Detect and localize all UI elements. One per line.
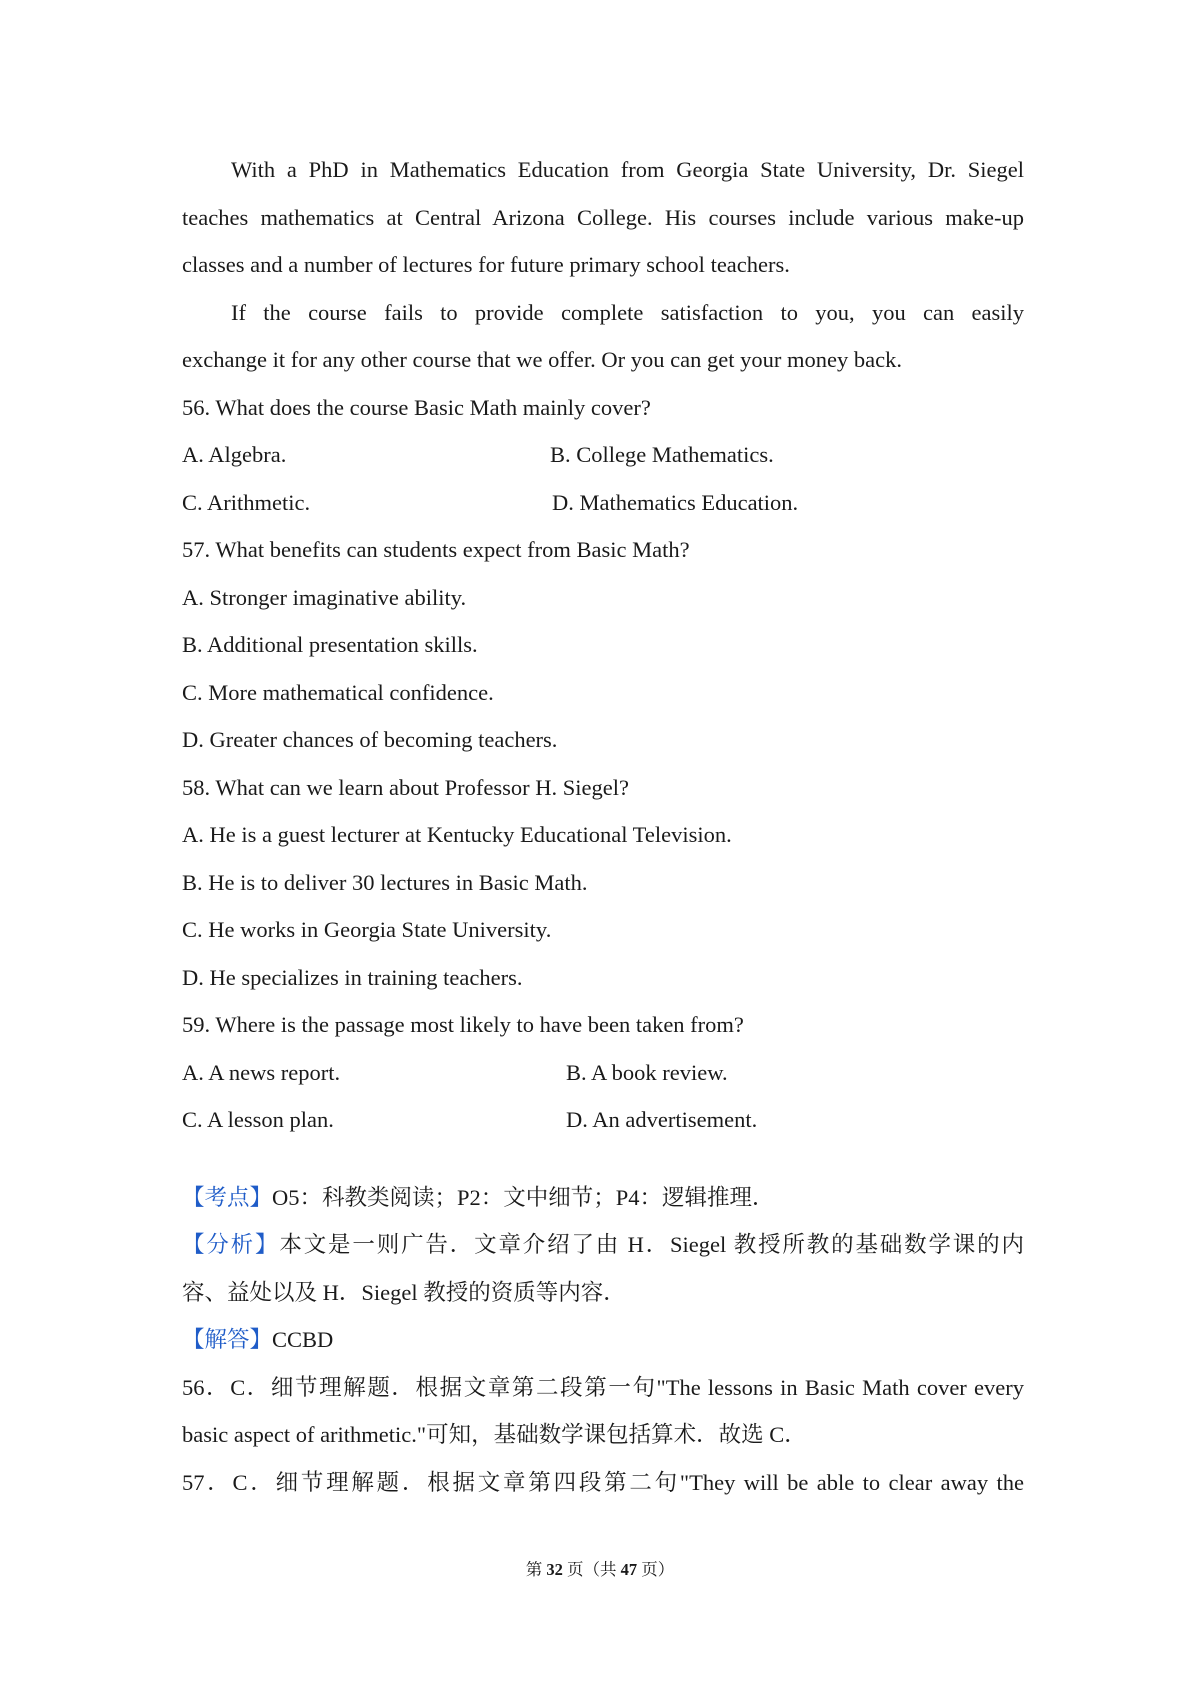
page-footer (0, 1556, 1200, 1580)
option-d: D. Greater chances of becoming teachers. (182, 727, 558, 752)
answer-56-line-2: basic aspect of arithmetic."可知，基础数学课包括算术．故选 C． (182, 1422, 807, 1447)
passage-line: If the course fails to provide complete satisfaction to you, you can easily (231, 299, 1024, 325)
answer-56-line: 56．C．细节理解题．根据文章第二段第一句"The lessons in Basic Math cover every (182, 1374, 1024, 1400)
option-row (182, 1100, 1024, 1148)
kaodian-line (182, 1178, 1024, 1226)
option-a: A. Algebra. (182, 442, 287, 467)
option-b: B. He is to deliver 30 lectures in Basic Math. (182, 869, 588, 895)
page-content (182, 150, 1024, 1510)
section-gap (182, 1148, 1024, 1178)
question-59 (182, 1005, 1024, 1148)
fenxi-line (182, 1225, 1024, 1273)
analysis-section (182, 1178, 1024, 1511)
footer-prefix: 第 (525, 1560, 547, 1579)
option-d: D. Mathematics Education. (552, 489, 799, 515)
answer-57-line: 57．C．细节理解题．根据文章第四段第二句"They will be able to clear away the (182, 1469, 1024, 1495)
jieda-line (182, 1320, 1024, 1368)
passage (182, 150, 1024, 388)
option-c: C. Arithmetic. (182, 489, 311, 515)
footer-mid: 页（共 (562, 1560, 621, 1579)
passage-line: With a PhD in Mathematics Education from Georgia State University, Dr. Siegel (231, 157, 1024, 182)
option-d: D. He specializes in training teachers. (182, 964, 523, 990)
option-b: B. Additional presentation skills. (182, 632, 478, 657)
option-b: B. College Mathematics. (550, 442, 774, 467)
footer-suffix: 页） (637, 1560, 675, 1579)
option-a: A. A news report. (182, 1059, 341, 1085)
question-stem: 56. What does the course Basic Math mainly cover? (182, 394, 651, 420)
option-d: D. An advertisement. (566, 1107, 758, 1132)
option-row (182, 435, 1024, 483)
option-a: A. He is a guest lecturer at Kentucky Educational Television. (182, 822, 732, 847)
fenxi-tag: 【分析】 (182, 1232, 280, 1257)
question-stem: 59. Where is the passage most likely to have been taken from? (182, 1012, 744, 1037)
question-stem: 58. What can we learn about Professor H. Siegel? (182, 774, 629, 800)
jieda-text: CCBD (272, 1327, 334, 1352)
option-row (182, 1053, 1024, 1101)
jieda-tag: 【解答】 (182, 1327, 273, 1352)
option-c: C. A lesson plan. (182, 1107, 334, 1132)
question-56 (182, 388, 1024, 531)
question-58 (182, 768, 1024, 1006)
option-c: C. He works in Georgia State University. (182, 917, 552, 942)
passage-line: teaches mathematics at Central Arizona College. His courses include various make-up (182, 204, 1024, 230)
option-c: C. More mathematical confidence. (182, 679, 494, 705)
kaodian-text: O5：科教类阅读；P2：文中细节；P4：逻辑推理． (272, 1184, 775, 1210)
option-b: B. A book review. (566, 1059, 728, 1085)
question-stem: 57. What benefits can students expect from Basic Math? (182, 537, 690, 562)
footer-page-number: 32 (546, 1560, 563, 1579)
kaodian-tag: 【考点】 (182, 1184, 273, 1210)
option-a: A. Stronger imaginative ability. (182, 584, 467, 610)
passage-line: exchange it for any other course that we offer. Or you can get your money back. (182, 347, 902, 372)
passage-line: classes and a number of lectures for future primary school teachers. (182, 252, 790, 277)
footer-total-pages: 47 (620, 1560, 638, 1579)
option-row (182, 483, 1024, 531)
fenxi-text: 本文是一则广告．文章介绍了由 H．Siegel 教授所教的基础数学课的内 (279, 1232, 1024, 1257)
question-57 (182, 530, 1024, 768)
fenxi-line-2: 容、益处以及 H．Siegel 教授的资质等内容． (182, 1279, 626, 1305)
